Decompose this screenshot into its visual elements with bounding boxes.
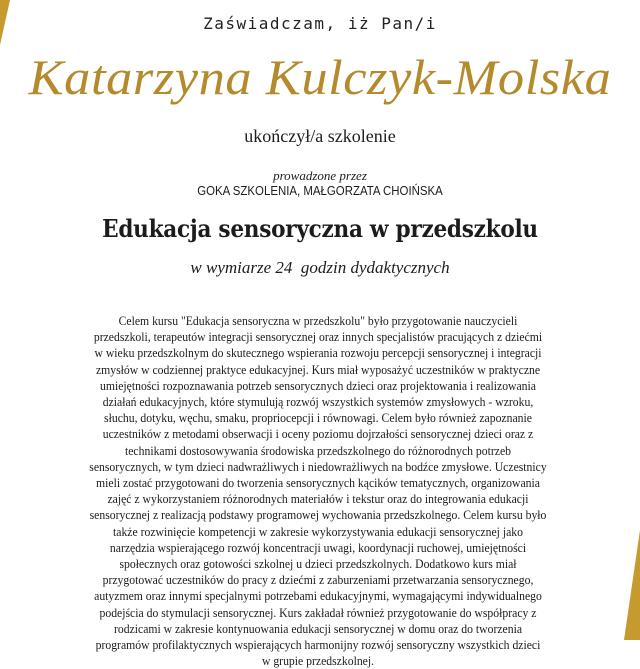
description-line: technikami dostosowywania środowiska przedszkolnego do różnorodnych potrzeb xyxy=(124,442,512,458)
description-line: przygotować uczestników do pracy z dziećmi z zaburzeniami przetwarzania sensorycznego, xyxy=(102,572,534,588)
description-line: narzędzia wspierającego rozwój koncentracji uwagi, koordynacji ruchowej, umiejętności xyxy=(109,539,527,555)
description-line: sensorycznej z realizacją podstawy programowej wychowania przedszkolnego. Celem kursu było xyxy=(89,507,547,523)
description-line: zmysłów w codziennej praktyce edukacyjnej. Kurs miał wyposażyć uczestników w praktyczne xyxy=(95,361,541,377)
description-line: słuchu, dotyku, węchu, smaku, propriocepcji i równowagi. Celem było również zapoznanie xyxy=(104,410,532,426)
description-line: także rozwinięcie kompetencji w zakresie wykorzystywania edukacji sensorycznej jako xyxy=(112,523,523,539)
description-line: społecznych oraz gotowości szkolnej u dzieci przedszkolnych. Dodatkowo kurs miał xyxy=(119,556,517,572)
completed-text: ukończył/a szkolenie xyxy=(244,126,396,146)
description-line: w grupie przedszkolnej. xyxy=(261,653,375,669)
course-title: Edukacja sensoryczna w przedszkolu xyxy=(102,214,538,243)
description-line: przedszkoli, terapeutów integracji sensorycznej oraz innych specjalistów pracujących z dziećmi xyxy=(93,329,543,345)
certificate-intro: Zaświadczam, iż Pan/i xyxy=(203,14,437,33)
description-line: autyzmem oraz innymi specjalnymi potrzebami edukacyjnymi, wymagającymi indywidualnego xyxy=(94,588,542,604)
description-line: zajęć z wykorzystaniem różnorodnych materiałów i tekstur oraz do integrowania edukacji xyxy=(107,491,529,507)
description-line: działań edukacyjnych, które stymulują rozwój wszystkich systemów zmysłowych - wzroku, xyxy=(102,394,534,410)
description-line: mieli zostać przygotowani do tworzenia sensorycznych kącików tematycznych, organizowania xyxy=(96,475,540,491)
organizer-name: GOKA SZKOLENIA, MAŁGORZATA CHOIŃSKA xyxy=(197,183,443,198)
description-line: podejścia do stymulacji sensorycznej. Kurs zakładał również przygotowanie do współpracy z xyxy=(99,604,537,620)
description-line: programów profilaktycznych wspierających harmonijny rozwój sensoryczny wszystkich dzieci xyxy=(95,637,541,653)
description-line: w wieku przedszkolnym do skutecznego wspierania rozwoju percepcji sensorycznej i integracji xyxy=(94,345,542,361)
description-line: umiejętności rozpoznawania potrzeb sensorycznych dzieci oraz projektowania i realizowania xyxy=(100,377,536,393)
description-line: sensorycznych, w tym dzieci nadwrażliwych i niedowrażliwych na bodźce zmysłowe. Uczestnicy xyxy=(89,458,547,474)
description-line: uczestników z metodami obserwacji i oceny poziomu dojrzałości sensorycznej dzieci oraz z xyxy=(102,426,534,442)
course-hours: w wymiarze 24 godzin dydaktycznych xyxy=(190,258,450,277)
recipient-name: Katarzyna Kulczyk-Molska xyxy=(28,49,612,105)
conducted-by-label: prowadzone przez xyxy=(273,168,367,183)
course-description xyxy=(0,313,636,669)
description-line: Celem kursu "Edukacja sensoryczna w przedszkolu" było przygotowanie nauczycieli xyxy=(118,313,518,328)
description-line: rodzicami w zakresie kontynuowania edukacji sensorycznej w domu oraz do tworzenia xyxy=(113,620,523,636)
